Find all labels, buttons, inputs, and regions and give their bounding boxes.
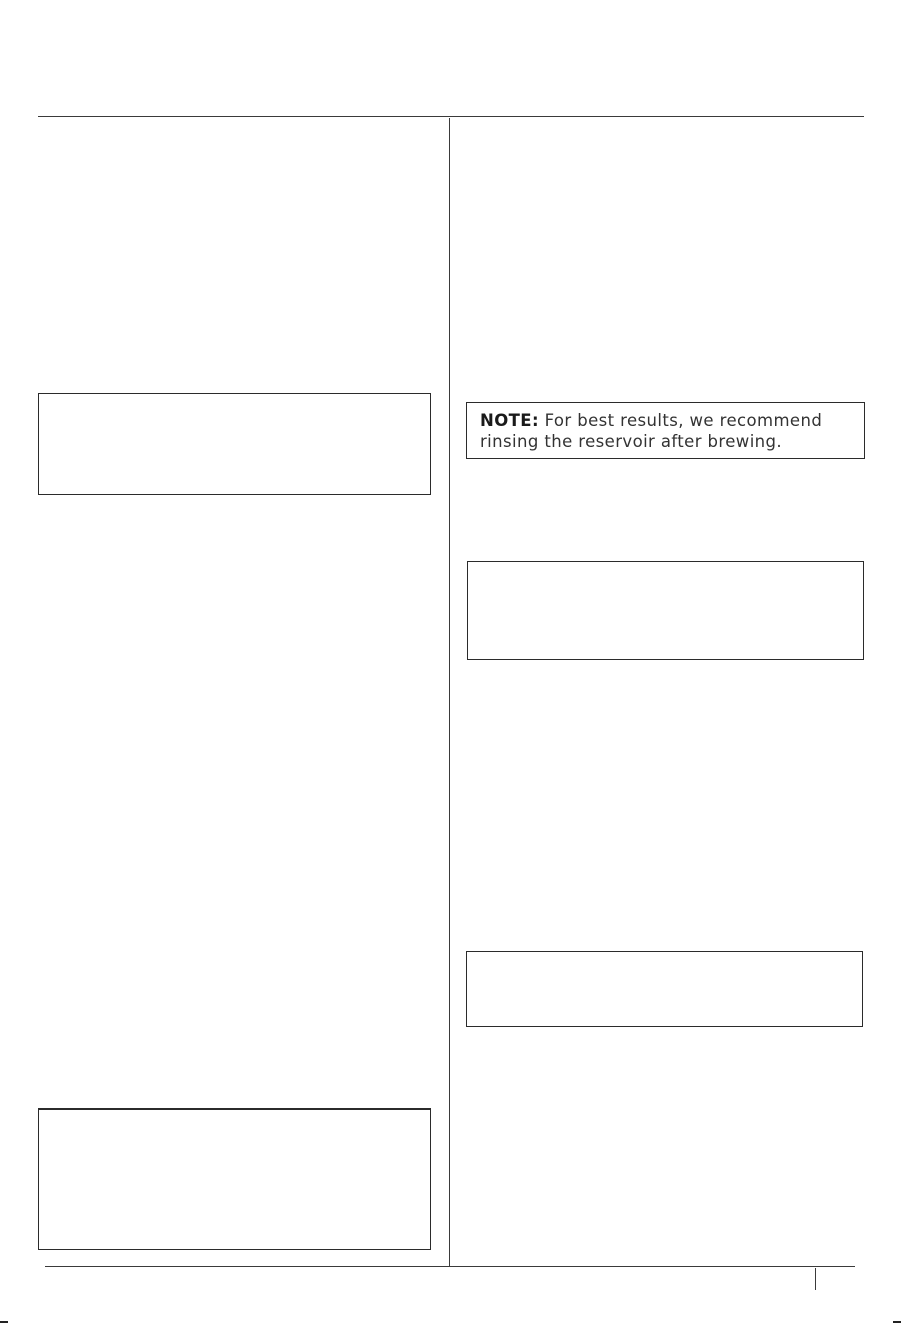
- page-number-divider: [815, 1268, 816, 1290]
- crop-mark-right: [893, 1321, 901, 1323]
- left-callout-box-2: [38, 1108, 431, 1250]
- column-divider: [449, 118, 450, 1266]
- note-box: [466, 402, 865, 459]
- header-rule: [38, 116, 864, 117]
- footer-rule: [45, 1266, 855, 1267]
- note-label: NOTE:: [480, 411, 539, 430]
- right-callout-box-2: [466, 951, 863, 1027]
- left-callout-box-1: [38, 393, 431, 495]
- right-callout-box-1: [467, 561, 864, 660]
- crop-mark-left: [0, 1321, 8, 1323]
- note-body: For best results, we recommend rinsing the reservoir after brewing.: [480, 411, 823, 451]
- note-text: [480, 410, 854, 452]
